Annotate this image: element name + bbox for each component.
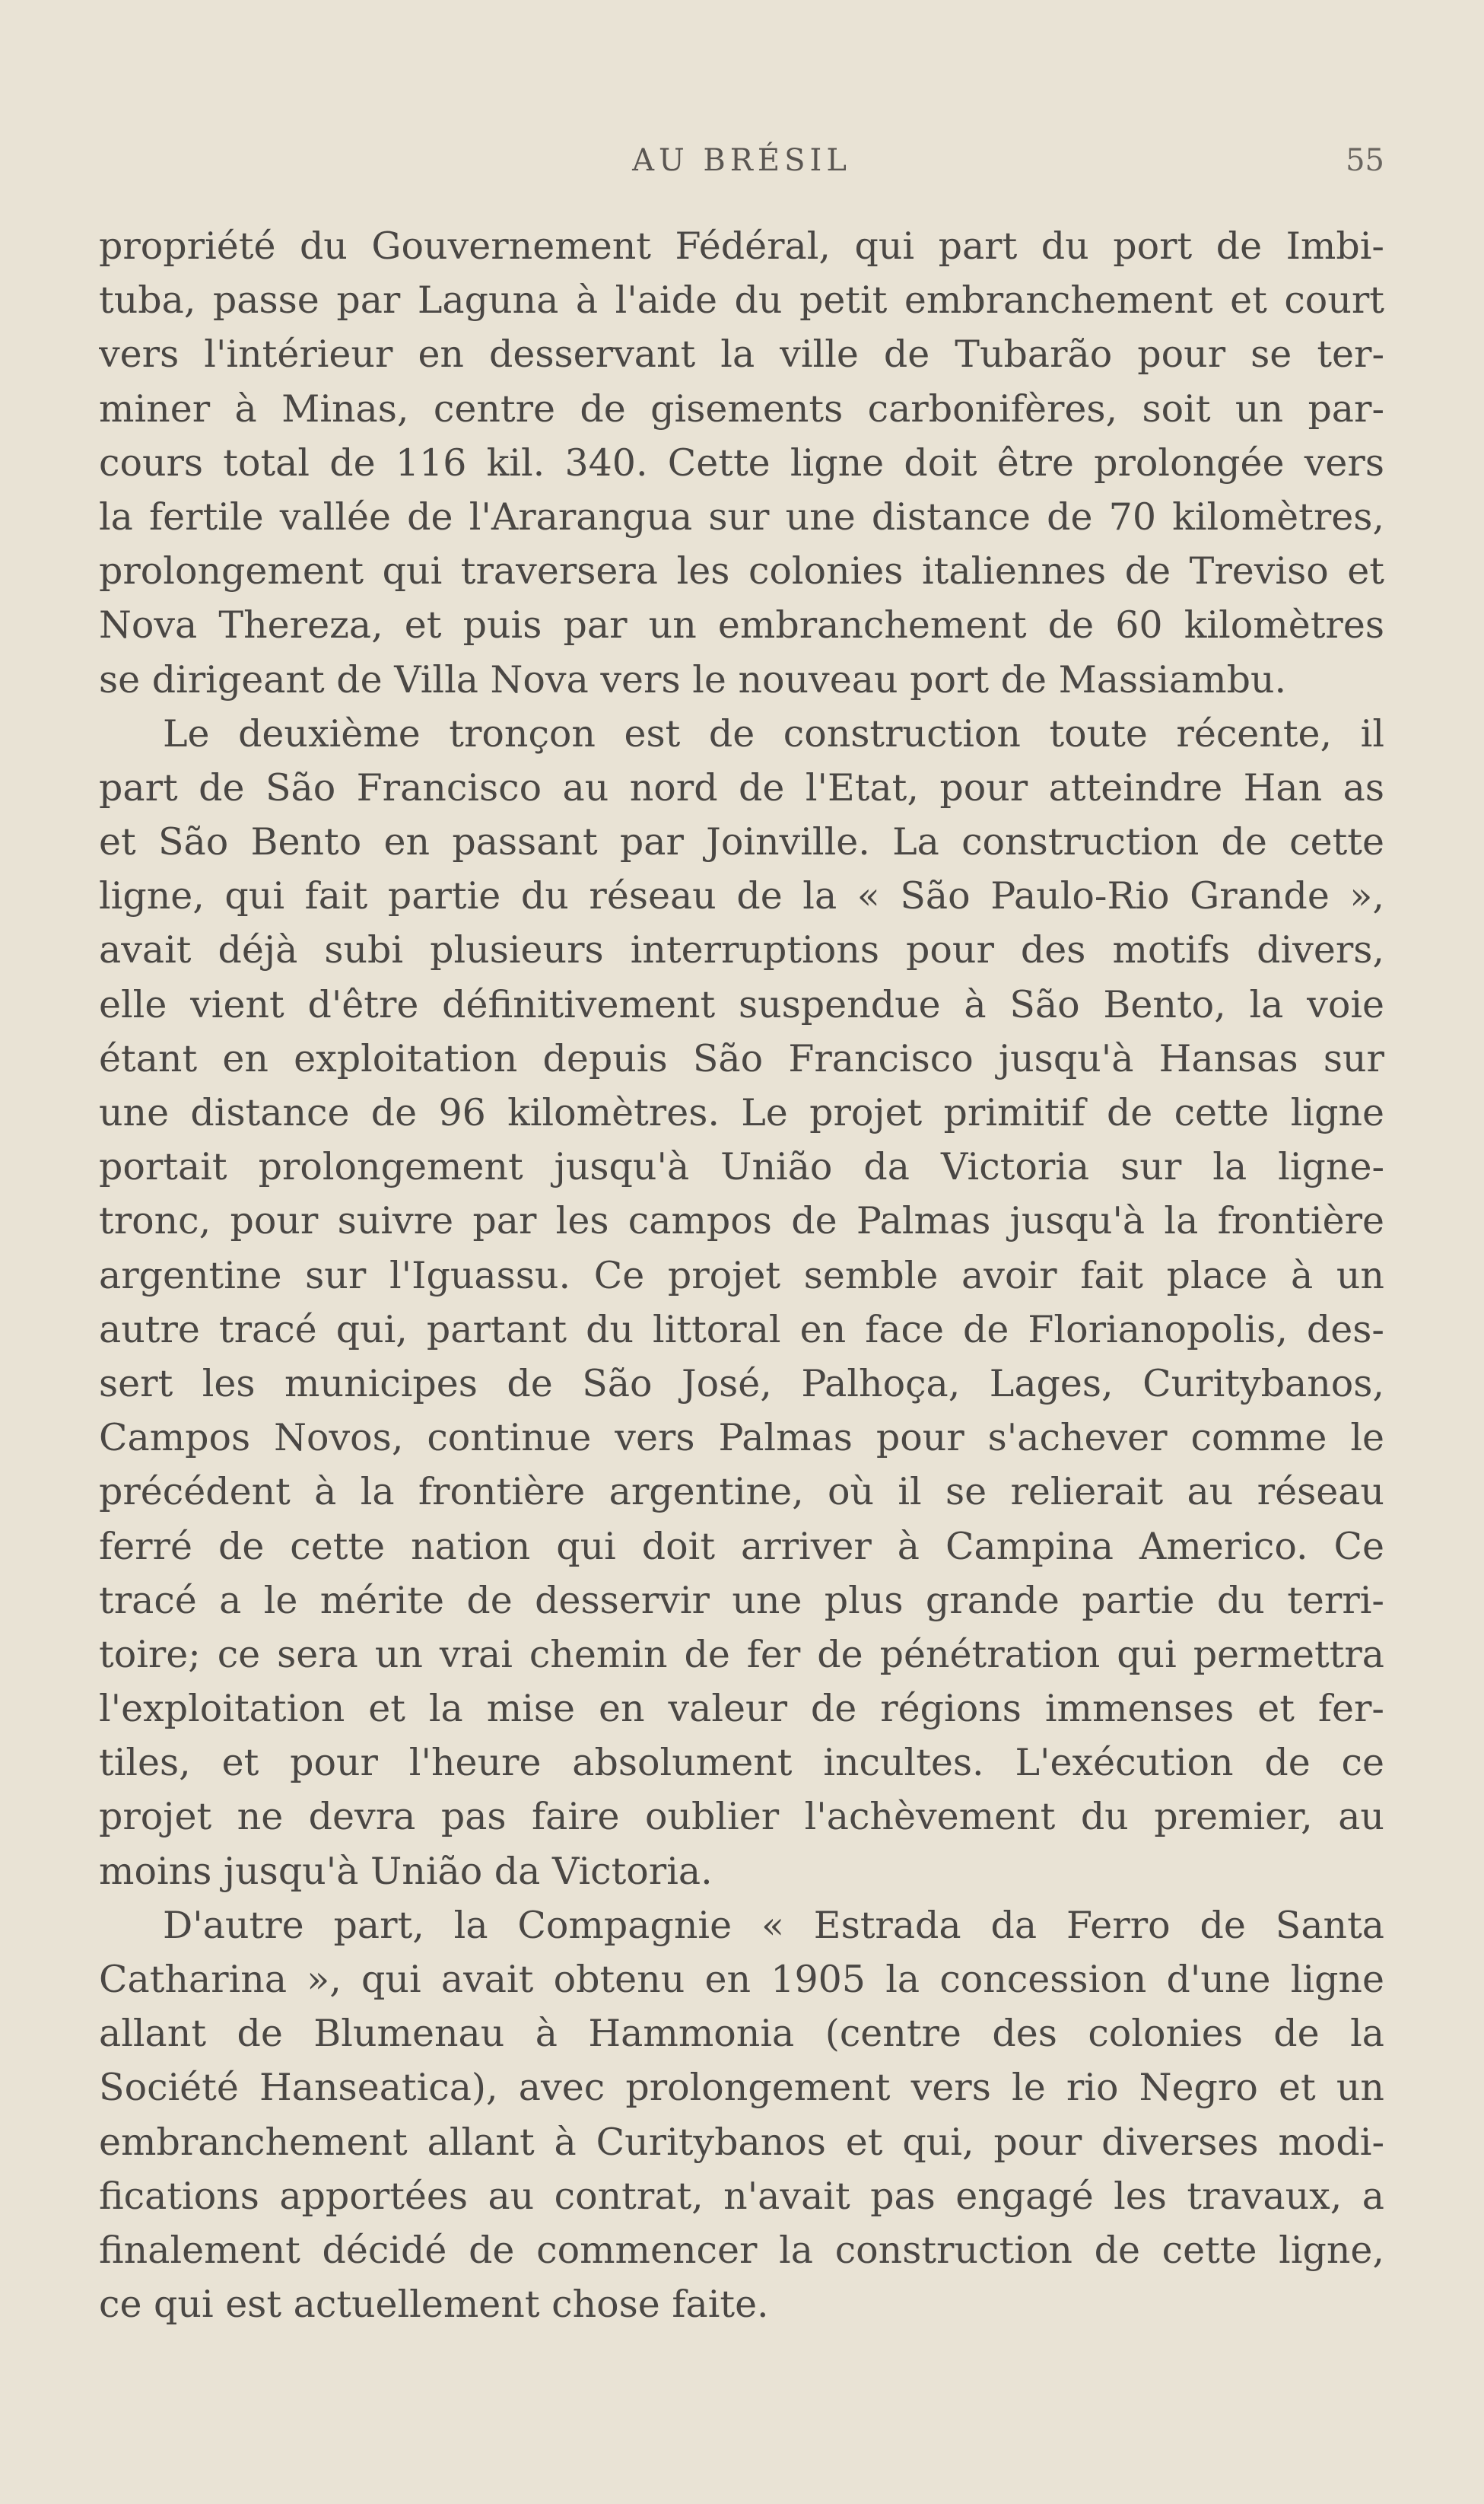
text-line: étant en exploitation depuis São Francisco jusqu'à Hansas sur	[99, 1036, 1384, 1080]
text-line: elle vient d'être définitivement suspendue à São Bento, la voie	[99, 982, 1384, 1026]
text-line: tiles, et pour l'heure absolument incultes. L'exécution de ce	[99, 1741, 1384, 1785]
text-line: Campos Novos, continue vers Palmas pour s'achever comme le	[99, 1416, 1384, 1460]
text-line: projet ne devra pas faire oublier l'achèvement du premier, au	[99, 1795, 1384, 1839]
text-line: finalement décidé de commencer la construction de cette ligne,	[99, 2228, 1384, 2272]
text-line: allant de Blumenau à Hammonia (centre des colonies de la	[99, 2012, 1384, 2056]
text-line: tracé a le mérite de desservir une plus grande partie du terri-	[99, 1578, 1384, 1622]
text-line: part de São Francisco au nord de l'Etat, pour atteindre Han as	[99, 765, 1384, 810]
text-line: ligne, qui fait partie du réseau de la « São Paulo-Rio Grande »,	[99, 874, 1384, 918]
text-line: vers l'intérieur en desservant la ville de Tubarão pour se ter-	[99, 332, 1384, 377]
text-line: Société Hanseatica), avec prolongement vers le rio Negro et un	[99, 2066, 1384, 2110]
text-line: tronc, pour suivre par les campos de Palmas jusqu'à la frontière	[99, 1199, 1384, 1243]
text-line: Le deuxième tronçon est de construction toute récente, il	[163, 711, 1384, 756]
text-line: toire; ce sera un vrai chemin de fer de pénétration qui permettra	[99, 1632, 1384, 1676]
text-line: ce qui est actuellement chose faite.	[99, 2283, 769, 2327]
text-line: Nova Thereza, et puis par un embranchement de 60 kilomètres	[99, 603, 1384, 647]
text-line: portait prolongement jusqu'à União da Victoria sur la ligne-	[99, 1145, 1384, 1189]
body-text	[99, 219, 1384, 2331]
text-line: fications apportées au contrat, n'avait pas engagé les travaux, a	[99, 2174, 1384, 2218]
text-line: une distance de 96 kilomètres. Le projet primitif de cette ligne	[99, 1091, 1384, 1134]
text-line: la fertile vallée de l'Ararangua sur une distance de 70 kilomètres,	[99, 495, 1384, 539]
text-line: propriété du Gouvernement Fédéral, qui part du port de Imbi-	[99, 224, 1384, 268]
text-line: et São Bento en passant par Joinville. La construction de cette	[99, 820, 1384, 864]
text-line: autre tracé qui, partant du littoral en face de Florianopolis, des-	[99, 1307, 1384, 1351]
page-header	[99, 143, 1384, 189]
text-line: embranchement allant à Curitybanos et qui, pour diverses modi-	[99, 2120, 1384, 2164]
text-line: se dirigeant de Villa Nova vers le nouveau port de Massiambu.	[99, 657, 1287, 702]
text-line: moins jusqu'à União da Victoria.	[99, 1849, 713, 1893]
text-line: argentine sur l'Iguassu. Ce projet semble avoir fait place à un	[99, 1253, 1384, 1297]
text-line: miner à Minas, centre de gisements carbonifères, soit un par-	[99, 387, 1384, 431]
page-number: 55	[1346, 143, 1384, 178]
text-line: ferré de cette nation qui doit arriver à Campina Americo. Ce	[99, 1524, 1384, 1568]
text-line: D'autre part, la Compagnie « Estrada da Ferro de Santa	[163, 1903, 1384, 1947]
text-line: Catharina », qui avait obtenu en 1905 la concession d'une ligne	[99, 1958, 1384, 2001]
text-line: tuba, passe par Laguna à l'aide du petit embranchement et court	[99, 278, 1384, 323]
text-line: avait déjà subi plusieurs interruptions pour des motifs divers,	[99, 928, 1384, 972]
text-line: précédent à la frontière argentine, où il se relierait au réseau	[99, 1470, 1384, 1514]
text-line: prolongement qui traversera les colonies italiennes de Treviso et	[99, 549, 1384, 593]
text-line: l'exploitation et la mise en valeur de régions immenses et fer-	[99, 1687, 1384, 1731]
text-line: cours total de 116 kil. 340. Cette ligne doit être prolongée vers	[99, 441, 1384, 485]
running-title: AU BRÉSIL	[632, 143, 851, 178]
text-line: sert les municipes de São José, Palhoça, Lages, Curitybanos,	[99, 1361, 1384, 1405]
